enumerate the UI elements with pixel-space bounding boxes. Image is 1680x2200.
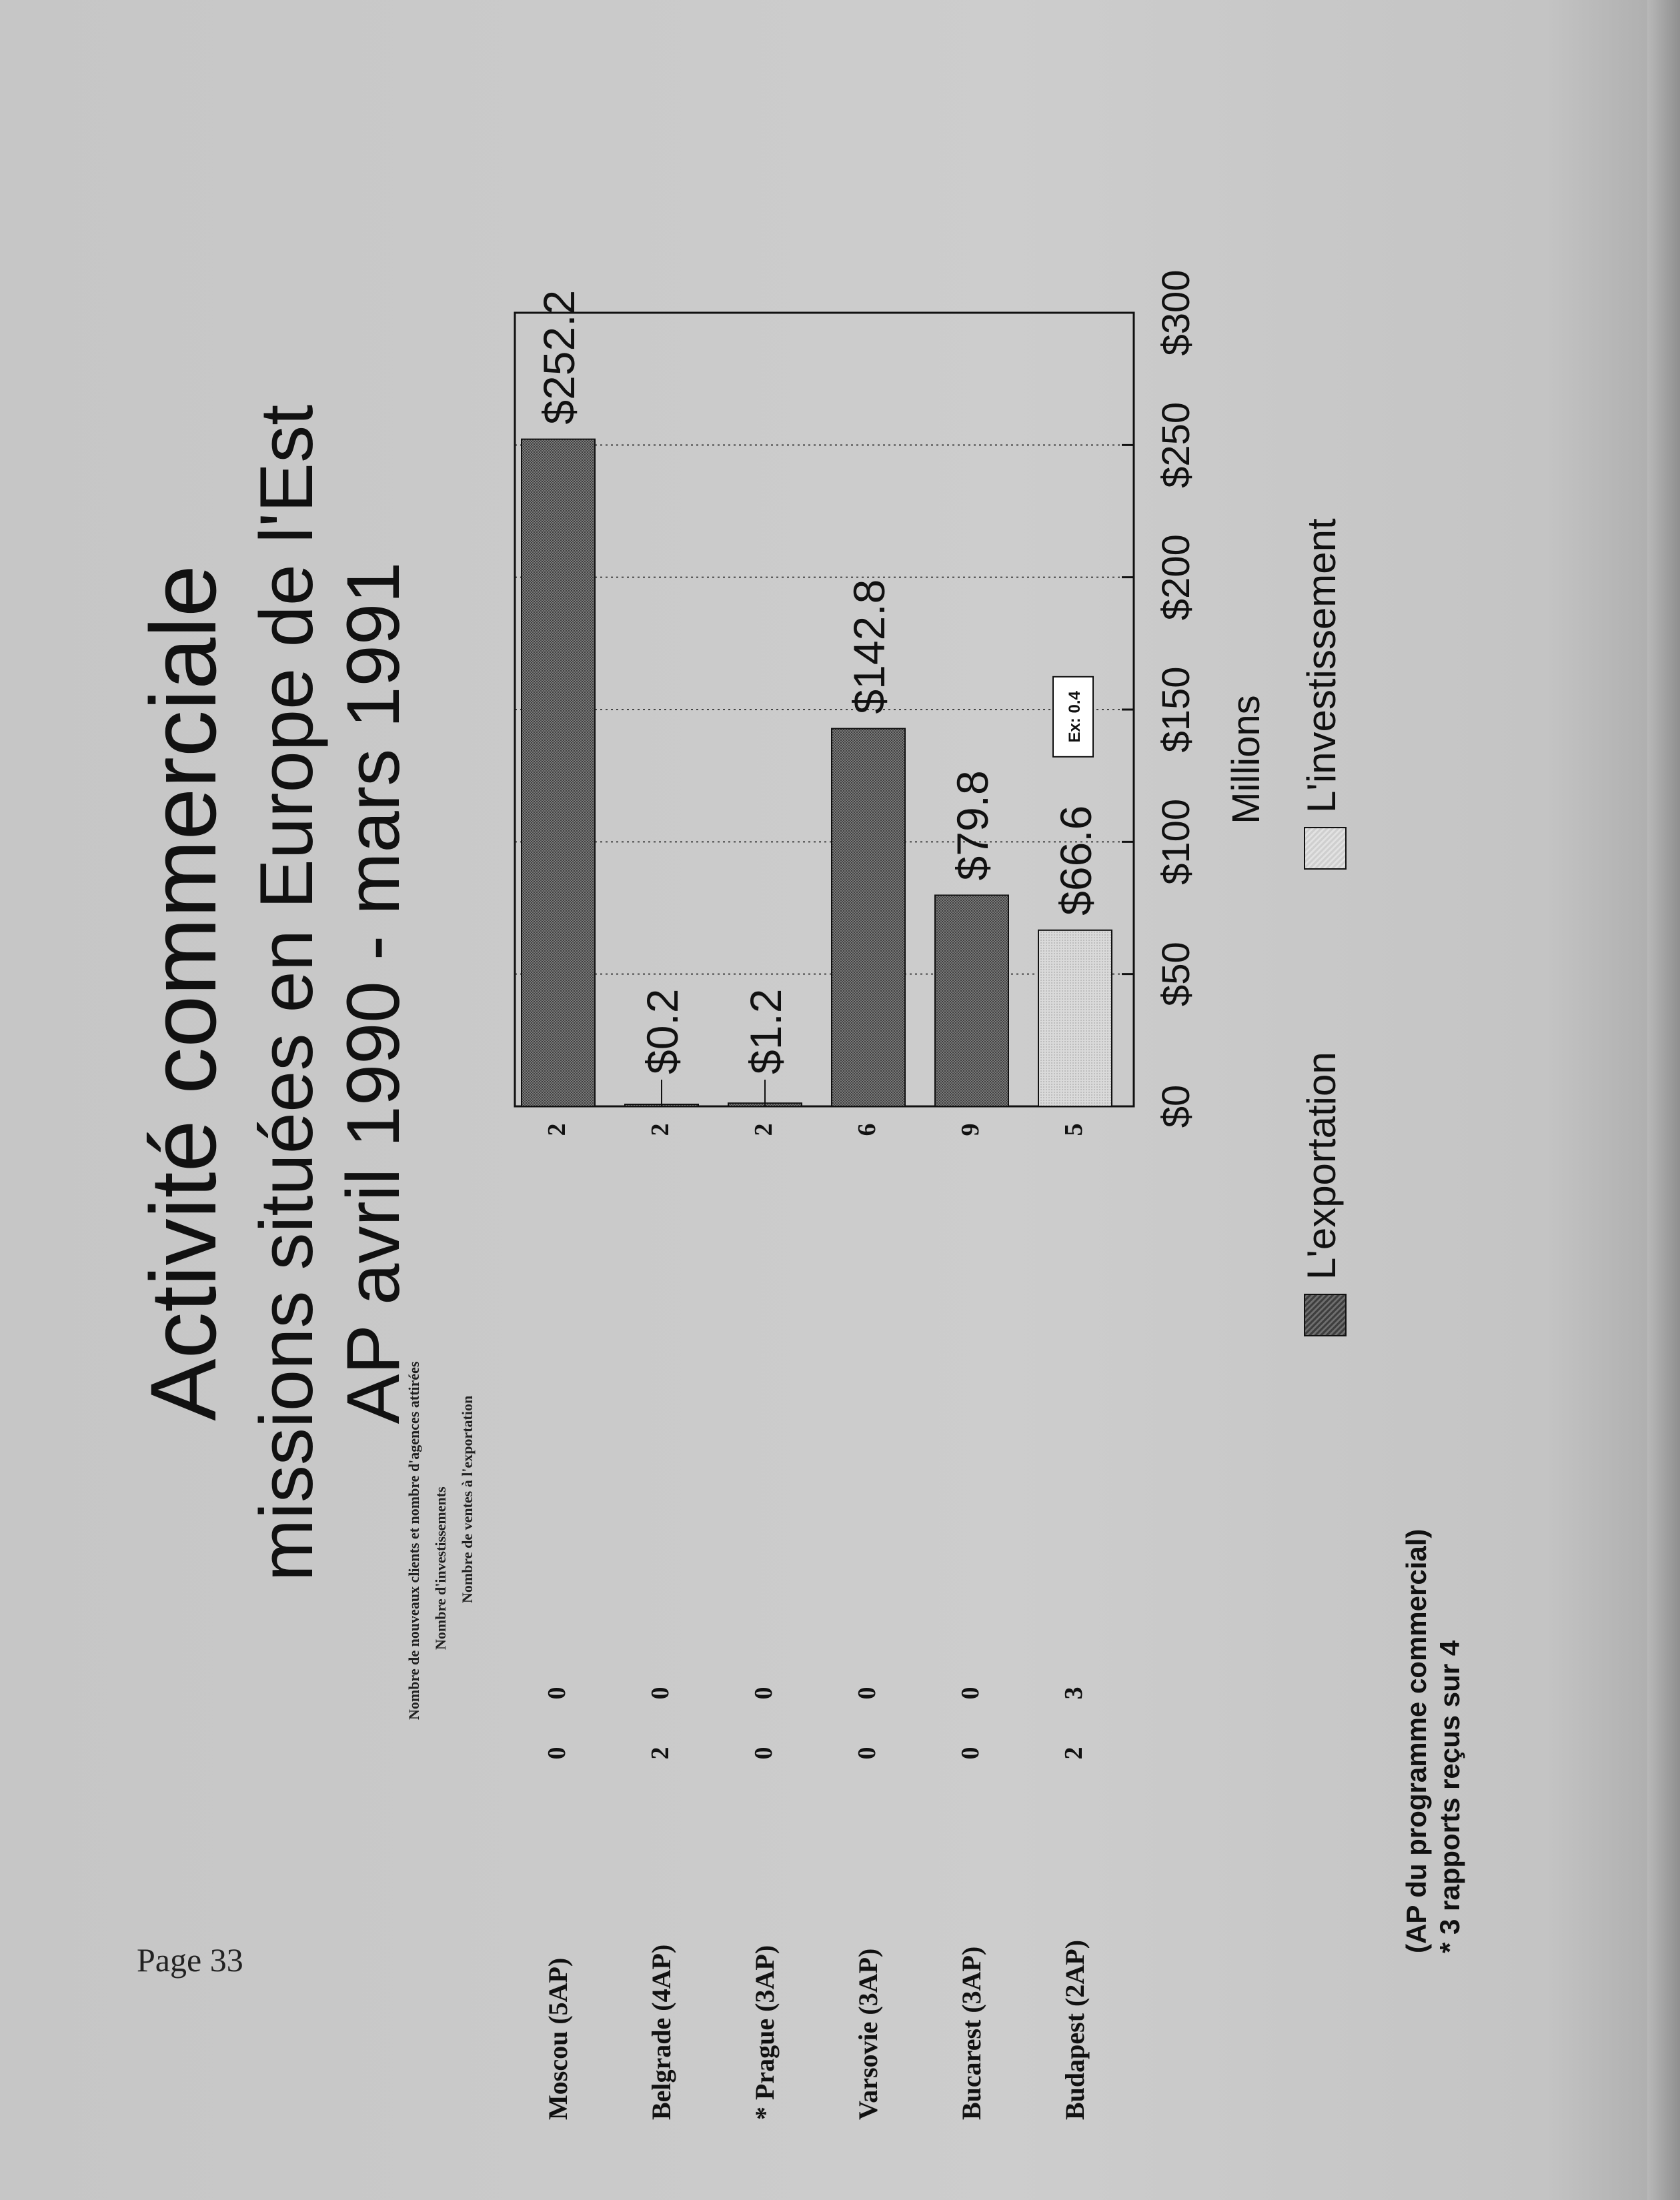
table-count: 9 (956, 1123, 984, 1136)
bar-value-label: $79.8 (948, 770, 997, 881)
bar-value-label: $142.8 (844, 579, 894, 714)
chart-subtitle-period: AP avril 1990 - mars 1991 (331, 562, 415, 1424)
bar-exportation (522, 439, 595, 1106)
table-count: 0 (956, 1687, 984, 1700)
table-count: 6 (853, 1123, 881, 1136)
table-count: 0 (646, 1687, 674, 1700)
row-label: Belgrade (4AP) (646, 1944, 676, 2120)
table-count: 0 (853, 1687, 881, 1700)
bar-exportation (832, 729, 905, 1106)
col-header-exports: Nombre de ventes à l'exportation (459, 1395, 476, 1603)
chart-subtitle: missions situées en Europe de l'Est (245, 404, 328, 1582)
table-count: 0 (853, 1747, 881, 1760)
bar-value-label: $1.2 (741, 988, 790, 1074)
inset-label: Ex: 0.4 (1066, 691, 1084, 743)
table-count: 3 (1060, 1687, 1088, 1700)
x-tick-label: $300 (1154, 269, 1198, 356)
legend-label-exportation: L'exportation (1299, 1052, 1344, 1280)
table-count: 2 (750, 1123, 778, 1136)
table-count: 5 (1060, 1123, 1088, 1136)
table-count: 0 (543, 1747, 571, 1760)
legend-swatch-investissement (1304, 827, 1347, 870)
row-label: Bucarest (3AP) (956, 1946, 986, 2120)
table-count: 2 (646, 1123, 674, 1136)
table-count: 0 (956, 1747, 984, 1760)
row-label: Varsovie (3AP) (853, 1948, 883, 2120)
row-label: * Prague (3AP) (750, 1945, 780, 2120)
x-tick-label: $50 (1154, 942, 1198, 1007)
table-count: 2 (543, 1123, 571, 1136)
table-count: 0 (750, 1747, 778, 1760)
x-tick-label: $250 (1154, 401, 1198, 488)
x-tick-label: $100 (1154, 798, 1198, 885)
col-header-clients: Nombre de nouveaux clients et nombre d'agences attirées (405, 1361, 422, 1720)
bar-value-label: $66.6 (1051, 805, 1100, 916)
bar-investissement (1038, 930, 1112, 1106)
row-label: Budapest (2AP) (1060, 1939, 1090, 2120)
bar-value-label: $0.2 (638, 988, 687, 1074)
x-axis-label: Millions (1224, 695, 1268, 824)
footnote-ap: (AP du programme commercial) (1401, 1528, 1432, 1953)
x-tick-label: $200 (1154, 534, 1198, 621)
bar-exportation (935, 895, 1008, 1106)
table-count: 2 (646, 1747, 674, 1760)
chart-title: Activité commerciale (131, 565, 235, 1421)
x-tick-label: $150 (1154, 666, 1198, 753)
table-count: 2 (1060, 1747, 1088, 1760)
page-number: Page 33 (137, 1941, 243, 1979)
footnote-prague: * 3 rapports reçus sur 4 (1434, 1640, 1465, 1953)
x-tick-label: $0 (1154, 1084, 1198, 1128)
legend-swatch-exportation (1304, 1294, 1347, 1336)
col-header-investments: Nombre d'investissements (432, 1486, 449, 1650)
table-count: 0 (750, 1687, 778, 1700)
legend-label-investissement: L'investissement (1299, 518, 1344, 813)
table-count: 0 (543, 1687, 571, 1700)
row-label: Moscou (5AP) (543, 1957, 573, 2120)
bar-value-label: $252.2 (534, 289, 584, 425)
